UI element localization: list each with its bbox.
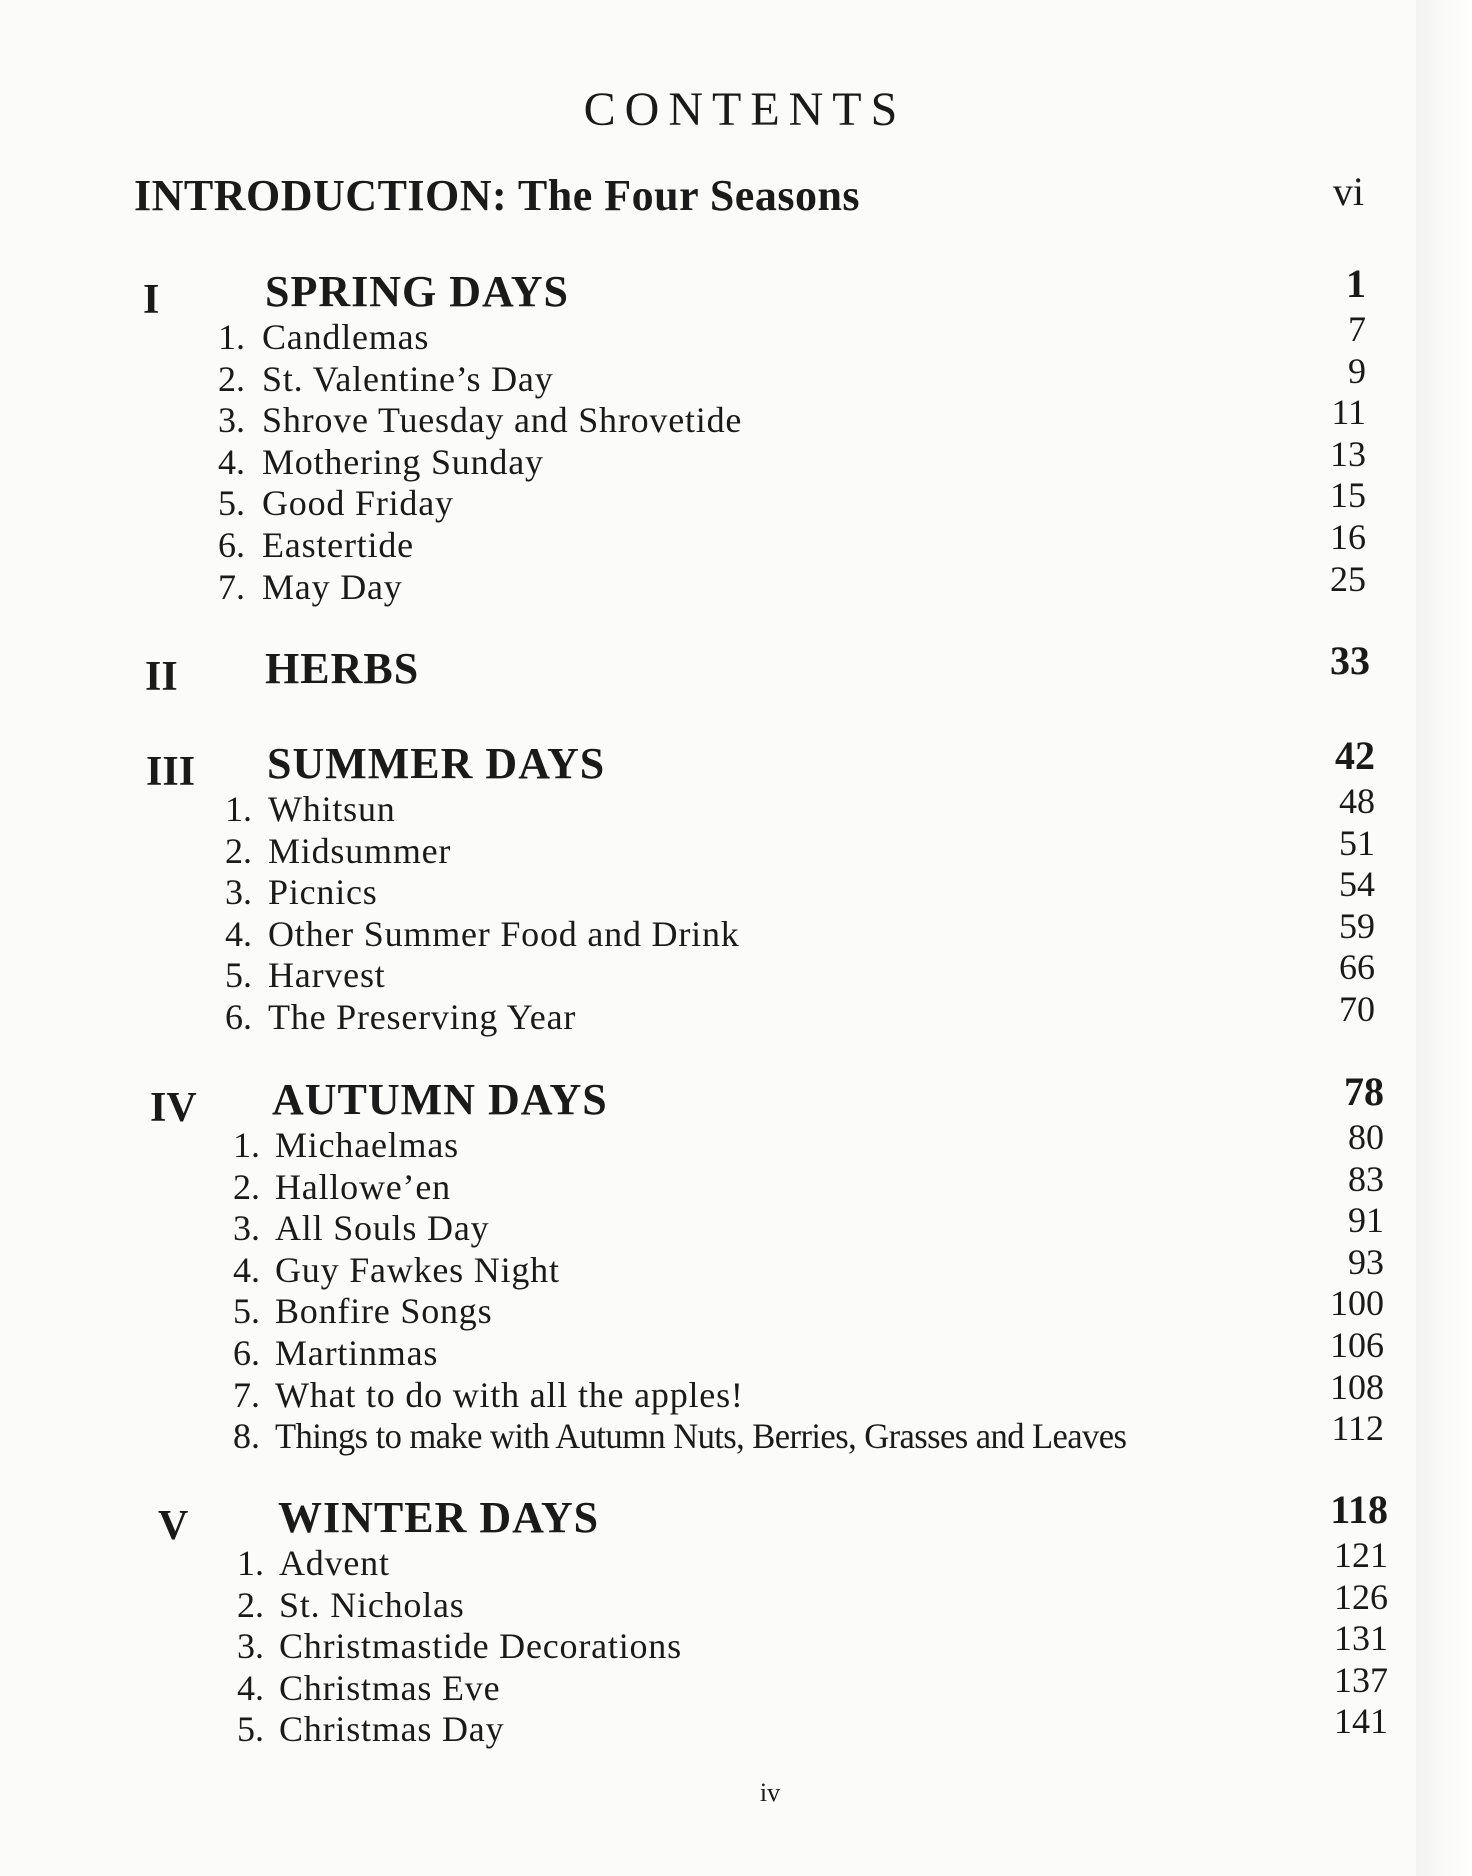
entry-title: Christmastide Decorations xyxy=(279,1626,682,1667)
entry-page-number: 16 xyxy=(1330,516,1366,557)
entry-title: Midsummer xyxy=(268,830,452,871)
entry-number: 1. xyxy=(218,317,245,357)
entry-number: 1. xyxy=(233,1125,260,1165)
entry-number: 5. xyxy=(237,1709,264,1750)
entry-page-number: 108 xyxy=(1330,1366,1384,1407)
entry-title: Hallowe’en xyxy=(275,1166,451,1207)
section-1 xyxy=(0,261,1472,607)
entry-title: Things to make with Autumn Nuts, Berries, Grasses and Leaves xyxy=(275,1416,1127,1457)
entry-list xyxy=(0,1117,1472,1457)
section-4 xyxy=(0,1069,1472,1457)
entry-page-number: 137 xyxy=(1334,1659,1388,1700)
entry-title: Shrove Tuesday and Shrovetide xyxy=(262,400,743,441)
entry-page-number: 51 xyxy=(1339,822,1375,863)
page-title: CONTENTS xyxy=(583,83,907,136)
entry-page-number: 126 xyxy=(1334,1576,1388,1617)
entry-page-number: 141 xyxy=(1334,1701,1388,1742)
entry-page-number: 66 xyxy=(1339,947,1375,988)
entry-number: 1. xyxy=(225,789,252,829)
section-numeral: I xyxy=(143,277,160,323)
toc-entry xyxy=(0,988,1472,1038)
section-page-number: 1 xyxy=(1346,261,1366,306)
entry-title: Picnics xyxy=(268,872,378,913)
entry-number: 4. xyxy=(218,441,245,482)
entry-title: Christmas Day xyxy=(279,1709,505,1750)
entry-number: 5. xyxy=(225,955,252,996)
entry-title: Michaelmas xyxy=(275,1125,459,1165)
entry-number: 6. xyxy=(218,524,245,565)
entry-list xyxy=(0,781,1472,1038)
entry-page-number: 48 xyxy=(1339,781,1375,821)
entry-page-number: 100 xyxy=(1330,1283,1384,1324)
entry-title: Harvest xyxy=(268,955,386,996)
entry-title: Christmas Eve xyxy=(279,1667,501,1708)
entry-title: Other Summer Food and Drink xyxy=(268,913,740,954)
entry-title: Mothering Sunday xyxy=(262,441,544,482)
section-numeral: IV xyxy=(150,1085,197,1131)
entry-number: 4. xyxy=(225,913,252,954)
section-page-number: 118 xyxy=(1330,1487,1388,1532)
section-numeral: II xyxy=(145,654,178,700)
entry-title: Eastertide xyxy=(262,524,414,565)
entry-page-number: 121 xyxy=(1334,1535,1388,1575)
entry-page-number: 131 xyxy=(1334,1618,1388,1659)
intro-entry xyxy=(134,164,1364,224)
entry-number: 5. xyxy=(233,1291,260,1332)
entry-page-number: 80 xyxy=(1348,1117,1384,1157)
entry-title: Advent xyxy=(279,1543,390,1583)
entry-title: Martinmas xyxy=(275,1332,439,1373)
entry-number: 4. xyxy=(233,1249,260,1290)
entry-page-number: 93 xyxy=(1348,1241,1384,1282)
entry-number: 6. xyxy=(225,996,252,1037)
toc-entry xyxy=(0,558,1472,608)
section-heading xyxy=(0,638,1472,701)
entry-page-number: 83 xyxy=(1348,1158,1384,1199)
entry-number: 4. xyxy=(237,1667,264,1708)
toc-entry xyxy=(0,1701,1472,1750)
entry-page-number: 9 xyxy=(1348,350,1366,391)
entry-number: 2. xyxy=(233,1166,260,1207)
entry-title: What to do with all the apples! xyxy=(275,1374,744,1415)
section-title: SUMMER DAYS xyxy=(267,739,606,788)
entry-title: The Preserving Year xyxy=(268,996,577,1037)
entry-number: 3. xyxy=(233,1208,260,1249)
entry-page-number: 59 xyxy=(1339,905,1375,946)
entry-number: 7. xyxy=(218,566,245,607)
entry-page-number: 70 xyxy=(1339,988,1375,1029)
entry-number: 3. xyxy=(218,400,245,441)
entry-page-number: 25 xyxy=(1330,558,1366,599)
entry-page-number: 54 xyxy=(1339,864,1375,905)
footer-page-number: iv xyxy=(759,1778,781,1807)
entry-number: 2. xyxy=(237,1584,264,1625)
section-title: HERBS xyxy=(265,644,420,693)
entry-number: 1. xyxy=(237,1543,264,1583)
section-page-number: 42 xyxy=(1335,733,1375,778)
entry-number: 3. xyxy=(225,872,252,913)
entry-number: 7. xyxy=(233,1374,260,1415)
section-2 xyxy=(0,638,1472,701)
entry-page-number: 7 xyxy=(1348,309,1366,349)
section-title: SPRING DAYS xyxy=(265,267,570,316)
section-3 xyxy=(0,733,1472,1038)
entry-list xyxy=(0,309,1472,607)
section-title: AUTUMN DAYS xyxy=(272,1075,608,1124)
section-page-number: 33 xyxy=(1330,638,1370,683)
section-numeral: III xyxy=(146,749,196,795)
entry-number: 8. xyxy=(233,1416,260,1457)
entry-page-number: 13 xyxy=(1330,433,1366,474)
entry-page-number: 11 xyxy=(1331,392,1366,433)
entry-title: Good Friday xyxy=(262,483,454,524)
entry-title: Whitsun xyxy=(268,789,396,829)
intro-label: INTRODUCTION: The Four Seasons xyxy=(134,171,861,220)
entry-title: St. Valentine’s Day xyxy=(262,358,554,399)
entry-number: 6. xyxy=(233,1332,260,1373)
entry-title: May Day xyxy=(262,566,403,607)
entry-title: Candlemas xyxy=(262,317,430,357)
section-title: WINTER DAYS xyxy=(278,1493,600,1542)
section-page-number: 78 xyxy=(1344,1069,1384,1114)
entry-page-number: 91 xyxy=(1348,1200,1384,1241)
entry-number: 2. xyxy=(225,830,252,871)
entry-number: 3. xyxy=(237,1626,264,1667)
entry-title: Guy Fawkes Night xyxy=(275,1249,560,1290)
entry-number: 5. xyxy=(218,483,245,524)
entry-title: St. Nicholas xyxy=(279,1584,465,1625)
section-numeral: V xyxy=(158,1503,189,1549)
section-5 xyxy=(0,1487,1472,1750)
entry-number: 2. xyxy=(218,358,245,399)
entry-page-number: 106 xyxy=(1330,1324,1384,1365)
entry-page-number: 15 xyxy=(1330,475,1366,516)
intro-page-number: vi xyxy=(1332,169,1364,214)
entry-list xyxy=(0,1535,1472,1750)
entry-page-number: 112 xyxy=(1331,1408,1384,1449)
toc-entry xyxy=(0,1408,1472,1457)
entry-title: Bonfire Songs xyxy=(275,1291,493,1332)
entry-title: All Souls Day xyxy=(275,1208,490,1249)
